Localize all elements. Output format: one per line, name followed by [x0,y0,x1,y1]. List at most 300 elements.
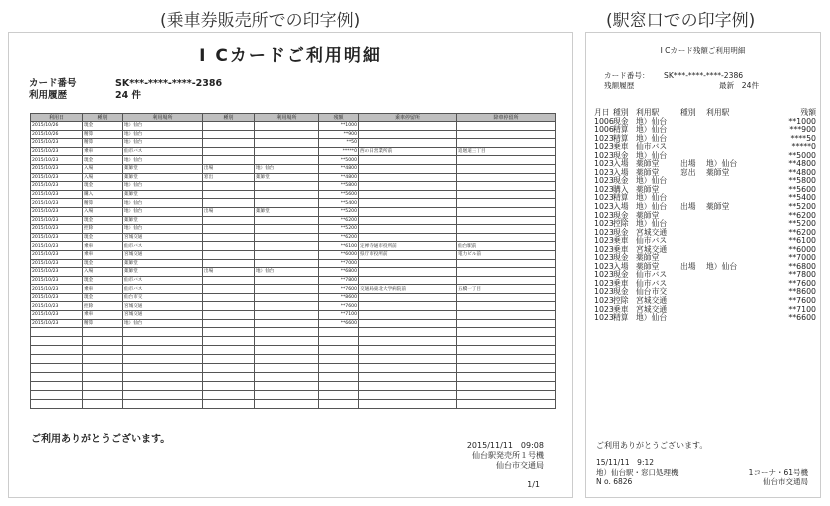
receipt-cell: 1023 [594,296,614,306]
table-cell: 仙市バス [123,285,203,294]
receipt-cell: 地）仙台 [706,159,738,169]
table-cell [31,400,83,409]
receipt-cell: **6200 [788,227,816,237]
table-cell: **6200 [319,216,359,225]
receipt-cell: 精算 [613,125,629,135]
receipt-cell: 1023 [594,278,614,288]
table-header-cell: 利用日 [31,114,83,122]
table-cell: 宮城交通 [123,250,203,259]
card-number-label: カード番号 [29,78,77,89]
table-cell [255,400,319,409]
table-cell: 乗車 [83,147,123,156]
table-cell [319,346,359,355]
table-cell: 乗車 [83,285,123,294]
table-cell [359,207,457,216]
table-cell: 入場 [83,173,123,182]
table-cell [319,337,359,346]
table-cell [255,276,319,285]
table-cell: **7600 [319,302,359,311]
table-blank-row [31,382,556,391]
table-cell [319,391,359,400]
table-cell: 現金 [83,233,123,242]
receipt-place: 地）仙台駅・窓口処理機 [596,467,679,477]
table-cell [31,355,83,364]
receipt-cell: 1023 [594,236,614,246]
table-cell: *****0 [319,147,359,156]
table-cell [359,216,457,225]
receipt-cell: 1023 [594,184,614,194]
receipt-cell: 仙市バス [636,270,668,280]
table-cell: 県庁市役所前 [359,250,457,259]
table-cell [255,311,319,320]
table-cell [457,173,556,182]
table-cell [359,268,457,277]
receipt-history-value: 最新 24件 [719,81,760,90]
table-row [31,259,556,268]
statement-sheet [8,32,573,498]
table-cell [457,364,556,373]
table-cell: **6100 [319,242,359,251]
table-cell [255,225,319,234]
table-cell: 現金 [83,216,123,225]
table-cell [255,130,319,139]
receipt-cell: 乗車 [613,278,629,288]
receipt-cell: 地）仙台 [636,202,668,212]
table-row [31,173,556,182]
table-row [31,139,556,148]
table-row [31,233,556,242]
receipt-cell: 入場 [613,167,629,177]
table-blank-row [31,328,556,337]
table-cell [255,285,319,294]
table-cell [359,311,457,320]
table-cell [255,259,319,268]
receipt-cell: 現金 [613,176,629,186]
table-cell [359,373,457,382]
receipt-cell: 購入 [613,184,629,194]
left-caption: (乗車券販売所での印字例) [160,11,361,31]
table-row [31,285,556,294]
table-cell [255,302,319,311]
table-cell: **5600 [319,190,359,199]
table-cell: **5000 [319,156,359,165]
table-cell: 2015/10/23 [31,319,83,328]
receipt-cell: 現金 [613,210,629,220]
table-cell: 2015/10/23 [31,173,83,182]
receipt-cell: 仙市バス [636,278,668,288]
table-cell: 2015/10/23 [31,293,83,302]
page-number: 1/1 [527,480,540,489]
table-cell [83,337,123,346]
table-row [31,268,556,277]
table-cell [203,233,255,242]
receipt-place-line [596,468,808,478]
statement-title: I Cカードご利用明細 [199,46,382,66]
table-cell [359,391,457,400]
table-cell [359,337,457,346]
table-cell: 2015/10/23 [31,147,83,156]
table-cell [123,337,203,346]
table-cell: 2015/10/23 [31,233,83,242]
receipt-cell: **4800 [788,167,816,177]
table-cell [457,328,556,337]
receipt-no: N o. 6826 [596,477,633,486]
table-cell [359,364,457,373]
table-cell [203,346,255,355]
receipt-cell: 1023 [594,313,614,323]
receipt-cell: 1023 [594,244,614,254]
receipt-cell: 地）仙台 [636,116,668,126]
table-cell [359,346,457,355]
table-blank-row [31,373,556,382]
table-cell [31,364,83,373]
table-cell: 薬師堂 [123,190,203,199]
receipt-cell: 現金 [613,150,629,160]
table-blank-row [31,337,556,346]
table-cell: 2015/10/23 [31,276,83,285]
table-cell [203,373,255,382]
receipt-cell: 薬師堂 [636,167,660,177]
table-row [31,250,556,259]
table-cell [457,337,556,346]
table-row [31,147,556,156]
table-cell [31,382,83,391]
receipt-cell: 1023 [594,227,614,237]
table-row [31,319,556,328]
table-cell: 追廻道三丁目 [457,147,556,156]
table-cell: 地）仙台 [255,268,319,277]
receipt-cell: 出場 [680,202,696,212]
history-label: 利用履歴 [29,90,68,101]
table-cell [255,355,319,364]
table-cell [359,122,457,131]
table-row [31,207,556,216]
receipt-cell: 1023 [594,150,614,160]
table-cell: **5800 [319,182,359,191]
receipt-cell: 精算 [613,133,629,143]
table-cell: 地）仙台 [123,156,203,165]
receipt-cell: 1023 [594,176,614,186]
receipt-cell: 1023 [594,270,614,280]
table-cell [457,382,556,391]
table-cell [123,355,203,364]
table-cell [457,400,556,409]
table-cell [203,328,255,337]
receipt-cell: 宮城交通 [636,227,668,237]
table-cell [203,311,255,320]
table-cell [457,373,556,382]
table-cell [457,311,556,320]
table-cell: **5400 [319,199,359,208]
receipt-cell: 残額 [800,108,816,117]
history-value: 24 件 [115,90,142,101]
table-cell [359,259,457,268]
table-blank-row [31,364,556,373]
table-cell [457,355,556,364]
receipt-cell: 1023 [594,304,614,314]
table-cell [255,319,319,328]
table-cell: 現金 [83,259,123,268]
receipt-cell: **6600 [788,313,816,323]
receipt-cell: **7600 [788,278,816,288]
table-cell [359,164,457,173]
table-cell: 出場 [203,268,255,277]
table-cell: 2015/10/26 [31,130,83,139]
receipt-cell: 控除 [613,219,629,229]
table-cell [319,382,359,391]
receipt-card-value: SK***-****-****-2386 [664,71,744,80]
table-cell [255,373,319,382]
table-row [31,164,556,173]
table-cell [457,302,556,311]
receipt-cell: **6000 [788,244,816,254]
receipt-cell: **8600 [788,287,816,297]
table-cell [457,276,556,285]
table-cell: **7600 [319,285,359,294]
table-cell [457,199,556,208]
table-cell: 2015/10/23 [31,250,83,259]
receipt-cell: 地）仙台 [636,193,668,203]
table-cell: 出場 [203,164,255,173]
table-cell: 入場 [83,207,123,216]
receipt-cell: 1023 [594,159,614,169]
receipt-machine: 1コーナ・61号機 [748,467,808,477]
receipt-cell: 薬師堂 [636,261,660,271]
table-cell [83,382,123,391]
table-cell: 2015/10/23 [31,242,83,251]
receipt-cell: 仙市バス [636,236,668,246]
table-cell: 仙市バス [123,242,203,251]
table-cell [255,337,319,346]
table-cell [203,199,255,208]
table-cell [203,337,255,346]
table-cell [359,302,457,311]
table-cell [319,364,359,373]
table-cell: 精算 [83,199,123,208]
table-cell [123,391,203,400]
stamp-org: 仙台市交通局 [496,461,544,470]
table-cell [457,139,556,148]
receipt-cell: 乗車 [613,244,629,254]
table-cell [255,139,319,148]
table-cell: 精算 [83,130,123,139]
table-cell: **6000 [319,250,359,259]
receipt-cell: 薬師堂 [636,184,660,194]
receipt-cell: 現金 [613,287,629,297]
table-header-cell: 種別 [83,114,123,122]
table-cell: 2015/10/23 [31,156,83,165]
table-cell: 2015/10/23 [31,182,83,191]
table-cell: 入場 [83,268,123,277]
table-cell [359,382,457,391]
table-cell [123,382,203,391]
receipt-org: 仙台市交通局 [763,477,808,486]
table-cell [203,276,255,285]
table-cell [359,293,457,302]
receipt-cell: 現金 [613,227,629,237]
receipt-cell: 現金 [613,253,629,263]
receipt-thanks: ご利用ありがとうございます。 [596,441,708,450]
table-cell [255,182,319,191]
receipt-cell: 1023 [594,202,614,212]
receipt-cell: 乗車 [613,304,629,314]
table-cell: 地）仙台 [123,122,203,131]
receipt-cell: 利用駅 [706,108,730,117]
table-cell [31,346,83,355]
table-cell [457,207,556,216]
receipt-cell: **5400 [788,193,816,203]
table-cell [123,364,203,373]
table-header-cell: 乗車停留所 [359,114,457,122]
receipt-cell: 薬師堂 [706,167,730,177]
table-cell: 2015/10/23 [31,268,83,277]
table-cell: 2015/10/23 [31,302,83,311]
table-cell [457,346,556,355]
table-cell [255,293,319,302]
receipt-cell: 出場 [680,261,696,271]
stamp-place: 仙台駅発売所１号機 [472,451,544,460]
receipt-cell: **6100 [788,236,816,246]
receipt-cell: 薬師堂 [636,159,660,169]
table-cell [255,122,319,131]
stamp-date: 2015/11/11 09:08 [466,441,544,450]
receipt-cell: 地）仙台 [706,261,738,271]
table-cell [255,382,319,391]
receipt-cell: **7600 [788,296,816,306]
receipt-cell: **7000 [788,253,816,263]
table-cell: 2015/10/26 [31,122,83,131]
table-cell [457,391,556,400]
table-cell [203,259,255,268]
table-cell [255,391,319,400]
receipt-cell: 宮城交通 [636,244,668,254]
receipt-cell: **6200 [788,210,816,220]
receipt-cell: 現金 [613,116,629,126]
table-cell: 入場 [83,164,123,173]
table-cell: 電力ビル前 [457,250,556,259]
receipt-cell: 月日 [594,108,610,117]
table-cell [255,156,319,165]
table-cell [203,130,255,139]
table-cell [31,391,83,400]
table-cell: 地）仙台 [123,182,203,191]
table-cell [359,130,457,139]
table-cell [359,199,457,208]
table-cell: 現金 [83,122,123,131]
table-cell [255,364,319,373]
table-cell: 地）仙台 [123,319,203,328]
table-cell [457,216,556,225]
table-cell [359,319,457,328]
table-row [31,190,556,199]
table-cell: **5200 [319,207,359,216]
receipt-cell: 地）仙台 [636,133,668,143]
table-cell: 2015/10/23 [31,139,83,148]
table-cell: **6800 [319,268,359,277]
receipt-cell: 1023 [594,219,614,229]
table-cell: **50 [319,139,359,148]
receipt-cell: **5000 [788,150,816,160]
table-cell [457,268,556,277]
table-cell [255,328,319,337]
table-cell [457,122,556,131]
table-cell: 仙市バス [123,276,203,285]
card-number-value: SK***-****-****-2386 [115,78,223,89]
receipt-cell: 地）仙台 [636,313,668,323]
table-cell: 2015/10/23 [31,207,83,216]
receipt-cell: **5200 [788,202,816,212]
table-cell: **900 [319,130,359,139]
receipt-date: 15/11/11 9:12 [596,458,655,467]
receipt-cell: 1023 [594,253,614,263]
receipt-footer [596,458,808,487]
table-cell: 現金 [83,293,123,302]
table-cell [457,130,556,139]
receipt-cell: 入場 [613,202,629,212]
receipt-cell: 1023 [594,142,614,152]
table-cell [83,400,123,409]
table-cell: 地）仙台 [123,225,203,234]
table-row [31,293,556,302]
table-cell: 交通局東北大学病院前 [359,285,457,294]
statement-table [30,113,556,409]
table-cell [255,190,319,199]
table-cell [359,328,457,337]
table-cell: 2015/10/23 [31,190,83,199]
table-cell [359,173,457,182]
table-cell: 乗車 [83,242,123,251]
table-row [31,130,556,139]
table-blank-row [31,400,556,409]
receipt-list [594,109,816,323]
receipt-cell: *****0 [791,142,816,152]
table-cell [83,373,123,382]
receipt-history-label: 残額履歴 [604,81,635,90]
table-cell: 控除 [83,302,123,311]
receipt-cell: 利用駅 [636,108,660,117]
table-cell [255,147,319,156]
table-cell: **4800 [319,173,359,182]
table-cell: 宮城交通 [123,233,203,242]
table-cell [359,190,457,199]
table-cell: 五橋一丁目 [457,285,556,294]
table-cell [255,216,319,225]
table-cell: 出場 [203,207,255,216]
table-cell [31,337,83,346]
receipt-cell: 窓出 [680,167,696,177]
table-cell [203,319,255,328]
table-cell: 地）仙台 [123,139,203,148]
table-cell [203,250,255,259]
receipt-cell: 薬師堂 [636,253,660,263]
table-cell: 薬師堂 [123,164,203,173]
receipt-cell: 精算 [613,313,629,323]
table-cell: 乗車 [83,311,123,320]
table-cell: 2015/10/23 [31,216,83,225]
table-cell: 地）仙台 [123,207,203,216]
table-blank-row [31,355,556,364]
table-cell [457,293,556,302]
statement-thanks: ご利用ありがとうございます。 [31,434,171,445]
receipt-cell: 種別 [680,108,696,117]
receipt-cell: 仙台市交 [636,287,668,297]
table-header-cell: 種別 [203,114,255,122]
receipt-cell: **1000 [788,116,816,126]
table-cell: 宮城交通 [123,302,203,311]
table-cell [359,139,457,148]
table-cell [31,328,83,337]
receipt-cell: 1023 [594,193,614,203]
